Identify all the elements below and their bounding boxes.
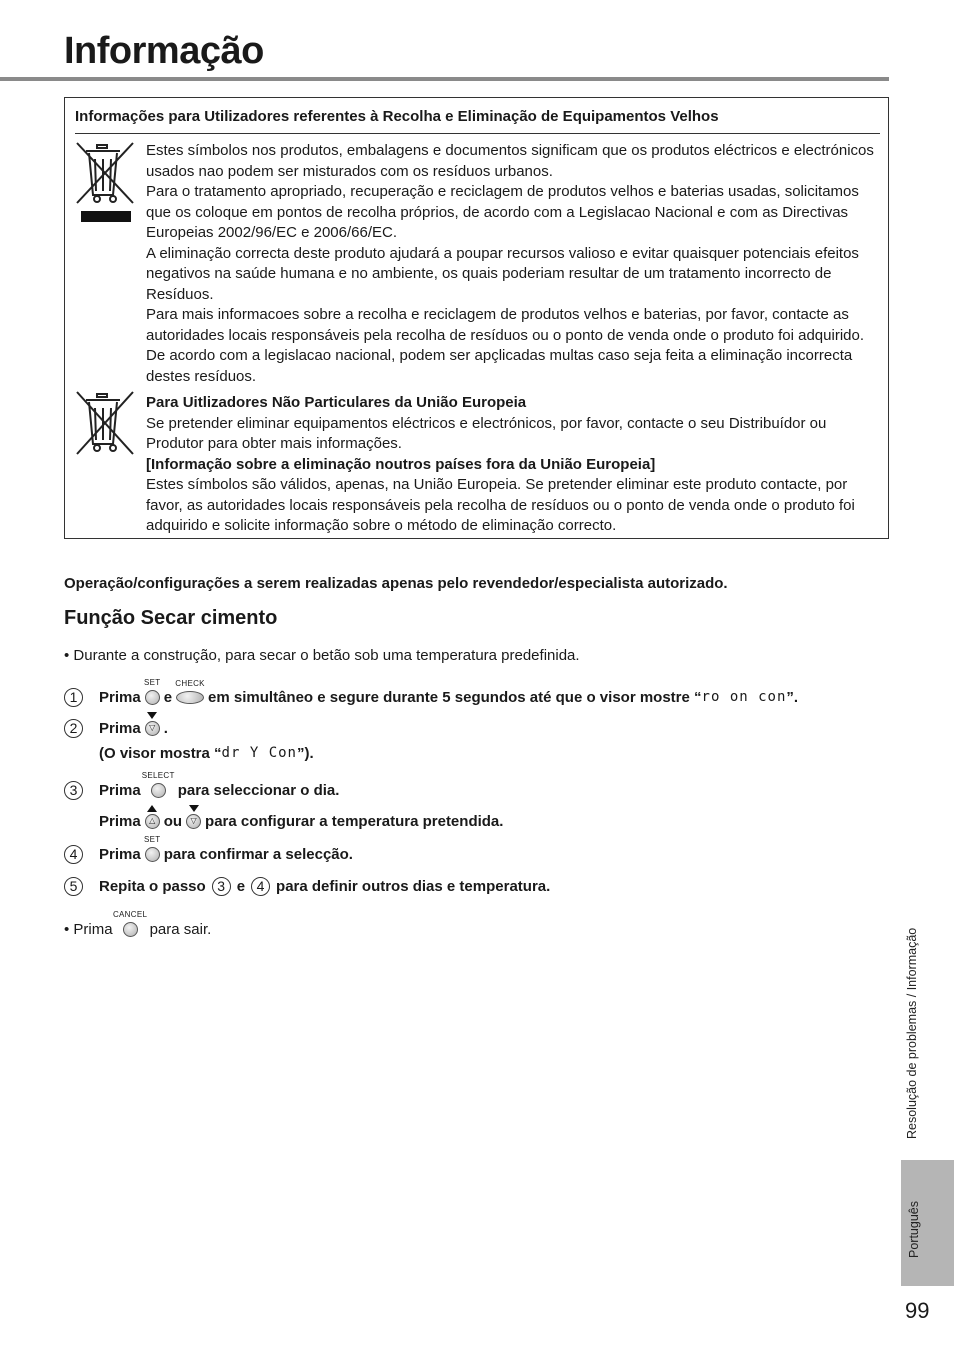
exit-instruction xyxy=(64,909,212,940)
exit-text: • Prima xyxy=(64,920,113,938)
exit-text: para sair. xyxy=(149,920,212,938)
bullet-intro: • Durante a construção, para secar o betão sob uma temperatura predefinida. xyxy=(64,647,580,664)
section-title: Função Secar cimento xyxy=(64,607,278,629)
button-caption: CANCEL xyxy=(112,909,148,919)
step-text: ”). xyxy=(296,744,314,762)
select-button[interactable] xyxy=(141,770,175,798)
step-text: e xyxy=(163,688,173,706)
step-reference: 3 xyxy=(212,877,231,896)
page-title: Informação xyxy=(64,30,264,72)
display-readout: ro on con xyxy=(701,689,787,705)
disposal-sub-text xyxy=(146,393,878,537)
down-button[interactable] xyxy=(145,721,160,736)
step-text: Repita o passo xyxy=(99,877,206,895)
step-text: para seleccionar o dia. xyxy=(177,781,340,799)
cancel-button[interactable] xyxy=(112,909,148,937)
sub2-title: [Informação sobre a eliminação noutros países fora da União Europeia] xyxy=(146,455,656,473)
step-text: para confirmar a selecção. xyxy=(163,845,353,863)
step-3-temp xyxy=(99,810,503,832)
step-text: para definir outros dias e temperatura. xyxy=(276,877,551,895)
step-text: ”. xyxy=(786,688,799,706)
step-4 xyxy=(64,834,353,865)
step-1 xyxy=(64,677,799,708)
set-button[interactable] xyxy=(143,677,161,705)
button-caption: SET xyxy=(143,677,161,687)
title-rule xyxy=(0,77,889,81)
step-text: ou xyxy=(163,812,183,830)
page-number: 99 xyxy=(905,1298,930,1323)
dealer-notice: Operação/configurações a serem realizadas apenas pelo revendedor/especialista autorizado. xyxy=(64,575,728,592)
sub1-title: Para Uitlizadores Não Particulares da União Europeia xyxy=(146,394,527,411)
sub1-text: Se pretender eliminar equipamentos eléctricos e electrónicos, por favor, contacte o seu Distribuídor ou Produtor para obter mais informações. xyxy=(146,414,827,452)
step-2-display xyxy=(99,742,314,764)
disposal-info-box xyxy=(64,97,889,539)
button-caption: CHECK xyxy=(175,678,205,688)
set-button[interactable] xyxy=(143,834,161,862)
step-text: (O visor mostra “ xyxy=(99,744,222,762)
step-text: Prima xyxy=(99,845,141,863)
language-tab-label: Português xyxy=(907,1201,921,1258)
crossed-bin-icon xyxy=(75,141,135,225)
button-caption: SELECT xyxy=(141,770,175,780)
step-number: 1 xyxy=(64,688,83,707)
sub2-text: Estes símbolos são válidos, apenas, na União Europeia. Se pretender eliminar este produto contacte, por favor, as autoridades locais responsáveis pela recolha de resíduos ou o ponto de venda onde o produto foi adquirido e solicite informação sobre o método de eliminação correcto. xyxy=(146,476,855,534)
step-text: . xyxy=(163,719,168,737)
display-readout: dr Y Con xyxy=(221,745,297,761)
side-section-label: Resolução de problemas / Informação xyxy=(905,927,919,1139)
disposal-main-text: Estes símbolos nos produtos, embalagens e documentos significam que os produtos eléctricos e electrónicos usados nao podem ser misturados com os resíduos urbanos. Para o tratamento apropriado, recuperação e reciclagem de produtos velhos e baterias usadas, solicitamos que os coloque em pontos de recolha próprios, de acordo com a Legislacao Nacional e com as Directivas Europeias 2002/96/EC e 2006/66/EC. A eliminação correcta deste produto ajudará a poupar recursos valioso e evitar quaisquer potenciais efeitos negativos na saúde humana e no ambiente, os quais poderiam resultar de um tratamento incorrecto de Resíduos. Para mais informacoes sobre a recolha e reciclagem de produtos velhos e baterias, por favor, contacte as autoridades locais responsáveis pela recolha de resíduos ou o ponto de venda onde o produto foi adquirido. De acordo com a legislacao nacional, podem ser apçlicadas multas caso seja feita a eliminação incorrecta destes resíduos. xyxy=(146,142,874,385)
button-caption: SET xyxy=(143,834,161,844)
step-text: em simultâneo e segure durante 5 segundos até que o visor mostre “ xyxy=(208,688,702,706)
step-number: 4 xyxy=(64,845,83,864)
step-text: para configurar a temperatura pretendida. xyxy=(205,812,504,830)
step-2 xyxy=(64,717,168,739)
check-button[interactable] xyxy=(175,678,205,704)
down-arrow-icon: ▽ xyxy=(149,723,156,732)
step-number: 5 xyxy=(64,877,83,896)
step-3 xyxy=(64,770,340,801)
up-button[interactable] xyxy=(145,814,160,829)
step-number: 2 xyxy=(64,719,83,738)
crossed-bin-icon xyxy=(75,390,135,458)
step-5 xyxy=(64,875,550,897)
down-button[interactable] xyxy=(186,814,201,829)
step-text: Prima xyxy=(99,812,141,830)
box-divider xyxy=(75,133,880,134)
up-arrow-icon: △ xyxy=(149,816,156,825)
step-text: e xyxy=(236,877,246,895)
step-text: Prima xyxy=(99,719,141,737)
step-reference: 4 xyxy=(251,877,270,896)
step-text: Prima xyxy=(99,688,141,706)
step-text: Prima xyxy=(99,781,141,799)
down-arrow-icon: ▽ xyxy=(190,816,197,825)
box-heading: Informações para Utilizadores referentes à Recolha e Eliminação de Equipamentos Velhos xyxy=(75,108,719,125)
step-number: 3 xyxy=(64,781,83,800)
